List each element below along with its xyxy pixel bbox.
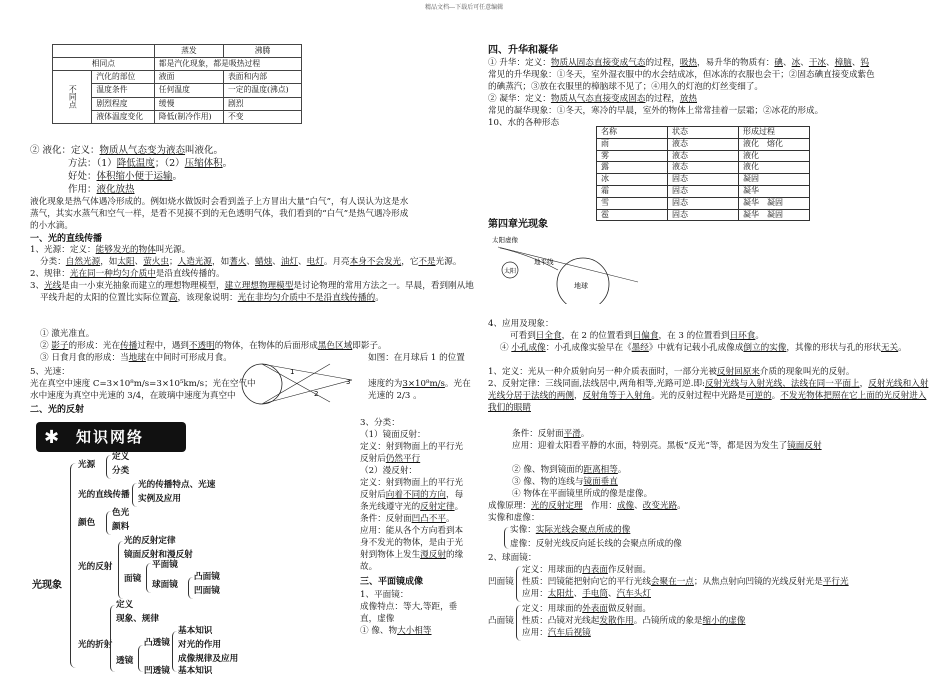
liquefy-line-3: 好处：体积缩小便于运输。 — [68, 171, 183, 182]
section-title-mirror: 三、平面镜成像 — [360, 577, 424, 587]
mid-line: 成像特点：等大,等距，垂 — [360, 602, 458, 612]
table-cell: 凝华 凝固 — [739, 197, 810, 209]
tree-leaf: 实例及应用 — [138, 494, 181, 504]
application-laser: ① 激光准直。 — [40, 329, 95, 339]
spherical-mirror-title: 2、球面镜： — [488, 553, 537, 563]
tree-brace — [138, 645, 143, 672]
table-cell: 剧烈程度 — [92, 97, 154, 110]
tree-leaf: 光的反射定律 — [124, 536, 176, 546]
mid-line: 反射后仍然平行 — [360, 454, 421, 464]
knowledge-banner — [36, 422, 186, 452]
tree-brace — [110, 605, 115, 672]
mid-line: 反射后向着不同的方向，每 — [360, 490, 464, 500]
table-cell: 表面和内部 — [224, 71, 302, 84]
table-cell: 雹 — [597, 209, 668, 221]
table-cell: 汽化的部位 — [92, 71, 154, 84]
table-cell: 降低(制冷作用) — [154, 110, 223, 123]
table-cell: 液化 — [739, 150, 810, 162]
real-image-line: 实像：实际光线会聚点所成的像 — [510, 525, 631, 535]
light-ray-line: 3、光线是由一小束光抽象而建立的理想物理模型，建立理想物理模型是讨论物理的常用方法之一。早晨，看到刚从地 — [30, 281, 474, 291]
eclipse-diagram — [240, 362, 360, 406]
tree-leaf: 凹透镜 — [144, 666, 170, 676]
table-header-cell: 状态 — [668, 127, 739, 139]
paragraph-line: 蒸气，其实水蒸气和空气一样，是看不见摸不到的无色透明气体，我们看到的“白气”是热气遇冷形成 — [30, 209, 409, 219]
convex-property: 性质：凸镜对光线起发散作用。凸镜所成的象是缩小的虚像 — [522, 616, 746, 626]
diagram-label: 太阳虚像 — [492, 236, 518, 244]
tree-leaf: 凸面镜 — [194, 572, 220, 582]
mid-line: （1）镜面反射： — [360, 430, 426, 440]
mid-line: 射到物体上发生漫反射的缘 — [360, 550, 464, 560]
specular-application: 应用：迎着太阳看平静的水面，特别亮。黑板“反光”等，都是因为发生了镜面反射 — [512, 441, 822, 451]
paragraph-line: 的小水滴。 — [30, 221, 73, 231]
tree-brace — [70, 463, 77, 668]
reflection-law-2: 光线分居于法线的两侧，反射角等于入射角。光的反射过程中光路是可逆的。不发光物体把照在它上面的光反射进入 — [488, 391, 927, 401]
mid-line: 定义：射到物面上的平行光 — [360, 442, 464, 452]
tree-leaf: 分类 — [112, 466, 130, 476]
tree-leaf: 平面镜 — [152, 560, 178, 570]
table-header-cell: 名称 — [597, 127, 668, 139]
tree-leaf: 基本知识 — [178, 626, 213, 636]
table-cell: 冰 — [597, 174, 668, 186]
table-cell: 任何温度 — [154, 84, 223, 97]
tree-brace — [106, 455, 111, 479]
tree-leaf: 透镜 — [116, 656, 134, 666]
tree-brace — [106, 511, 111, 535]
real-virtual-title: 实像和虚像： — [488, 513, 540, 523]
light-source-line: 1、光源：定义：能够发光的物体叫光源。 — [30, 245, 191, 255]
speed-title: 5、光速： — [30, 367, 70, 377]
sublimation-line: ① 升华：定义：物质从固态直接变成气态的过程，吸热，易升华的物质有：碘、冰、干冰、樟脑、钨 — [488, 58, 870, 68]
reflection-definition: 1、定义：光从一种介质射向另一种介质表面时，一部分光被反射回原来介质的现象叫光的反射。 — [488, 367, 855, 377]
light-source-classes: 分类：自然光源，如太阳、萤火虫；人造光源，如蓍火、蜡烛、油灯、电灯。月亮本身不会发光，它不是光源。 — [40, 257, 462, 267]
tree-brace — [118, 541, 123, 599]
table-cell: 不同点 — [53, 71, 92, 124]
speed-line-2: 水中速度为真空中光速的 3/4，在玻璃中速度为真空中 — [30, 391, 236, 401]
specular-condition: 条件：反射面平滑。 — [512, 429, 590, 439]
section-title-straight: 一、光的直线传播 — [30, 234, 103, 244]
tree-brace — [188, 577, 193, 599]
tree-leaf: 基本知识 — [178, 666, 213, 676]
convex-def: 定义：用球面的外表面做反射面。 — [522, 604, 651, 614]
diagram-label: 太阳 — [504, 268, 517, 275]
tree-brace — [172, 631, 177, 672]
eclipse-line: 可看到日全食，在 2 的位置看到日偏食，在 3 的位置看到日环食。 — [510, 331, 764, 341]
table-header-cell — [53, 45, 155, 58]
tree-node: 光的折射 — [78, 640, 113, 650]
knowledge-tree — [30, 452, 350, 676]
mid-line: 定义：射到物面上的平行光 — [360, 478, 464, 488]
table-cell: 凝华 凝固 — [739, 209, 810, 221]
mid-line: 身不发光的物体，是由于光 — [360, 538, 464, 548]
refraction-sun-diagram — [488, 232, 648, 304]
liquefy-line-4: 作用：液化放热 — [68, 184, 135, 195]
diagram-label: 2 — [314, 390, 319, 398]
concave-property: 性质：凹镜能把射向它的平行光线会聚在一点；从焦点射向凹镜的光线反射光是平行光 — [522, 577, 849, 587]
brace — [504, 527, 509, 549]
reflection-law: 2、反射定律：三线同面,法线居中,两角相等,光路可逆.即:反射光线与入射光线、法线在同一平面上，反射光线和入射 — [488, 379, 929, 389]
light-ray-line-2: 平线升起的太阳的位置比实际位置高，该现象说明：光在非均匀介质中不是沿直线传播的。 — [40, 293, 384, 303]
brace — [516, 605, 521, 641]
tree-node: 光源 — [78, 460, 96, 470]
mid-line: 直，虚像 — [360, 614, 395, 624]
sublimation-line: 的碘蒸汽；③放在衣服里的樟脑球不见了；④用久的灯泡的灯丝变细了。 — [488, 82, 764, 92]
tree-leaf: 光的传播特点、光速 — [138, 480, 216, 490]
mid-line: （2）漫反射： — [360, 466, 418, 476]
table-cell: 缓慢 — [154, 97, 223, 110]
mirror-property: ③ 像、物的连线与镜面垂直 — [512, 477, 618, 487]
tree-brace — [146, 563, 151, 593]
table-cell: 不变 — [224, 110, 302, 123]
table-cell: 液体温度变化 — [92, 110, 154, 123]
reflection-law-3: 我们的眼睛 — [488, 403, 531, 413]
tree-leaf: 镜面反射和漫反射 — [124, 550, 193, 560]
sublimation-line: 常见的升华现象：①冬天，室外湿衣服中的水会结成冰，但冰冻的衣服也会干；②固态碘直接变成紫色 — [488, 70, 875, 80]
mid-line: 条件：反射面凹凸不平。 — [360, 514, 455, 524]
table-header-cell: 形成过程 — [739, 127, 810, 139]
diagram-label: 地球 — [574, 282, 588, 290]
tree-node: 光的直线传播 — [78, 490, 130, 500]
water-forms-table — [596, 126, 810, 221]
tree-leaf: 对光的作用 — [178, 640, 221, 650]
eclipse-figure-note: 如图：在月球后 1 的位置 — [368, 353, 465, 363]
table-header-cell: 蒸发 — [154, 45, 223, 58]
tree-brace — [132, 483, 137, 507]
evaporation-boiling-table — [52, 44, 302, 124]
mid-line: 故。 — [360, 562, 378, 572]
speed-line-4: 光速的 2/3 。 — [368, 391, 422, 401]
convex-label: 凸面镜 — [488, 616, 514, 626]
application-shadow: ② 影子的形成：光在传播过程中，遇到不透明的物体，在物体的后面形成黑色区域即影子。 — [40, 341, 387, 351]
pinhole-line: ④ 小孔成像：小孔成像实验早在《墨经》中就有记载小孔成像成倒立的实像，其像的形状与孔的形状无关。 — [500, 343, 907, 353]
concave-def: 定义：用球面的内表面作反射面。 — [522, 565, 651, 575]
paragraph-line: 液化现象是热气体遇冷形成的。例如烧水做饭时会看到盖子上方冒出大量“白气”，有人误认为这是水 — [30, 197, 409, 207]
mirror-property: ④ 物体在平面镜里所成的像是虚像。 — [512, 489, 653, 499]
crab-icon: ✱ — [44, 427, 60, 448]
table-cell: 固态 — [668, 209, 739, 221]
mid-line: 1、平面镜： — [360, 590, 409, 600]
chapter-title: 第四章光现象 — [488, 219, 548, 230]
application-eclipse: ③ 日食月食的形成：当地球在中间时可形成月食。 — [40, 353, 232, 363]
virtual-image-line: 虚像：反射光线反向延长线的会聚点所成的像 — [510, 539, 682, 549]
earth-circle — [557, 258, 609, 304]
knowledge-title: 知识网络 — [76, 428, 145, 446]
speed-line-1: 光在真空中速度 C=3×10⁸m/s=3×10⁵km/s；光在空气中 — [30, 379, 256, 389]
table-cell: 雨 — [597, 138, 668, 150]
table-cell: 温度条件 — [92, 84, 154, 97]
water-forms-title: 10、水的各种形态 — [488, 118, 560, 128]
table-cell: 固态 — [668, 197, 739, 209]
diagram-label: 3 — [346, 378, 351, 386]
liquefy-line-1: ② 液化：定义：物质从气态变为液态叫液化。 — [30, 145, 224, 156]
application-title: 4、应用及现象： — [488, 319, 554, 329]
table-cell: 液面 — [154, 71, 223, 84]
table-cell: 霜 — [597, 185, 668, 197]
table-cell: 固态 — [668, 185, 739, 197]
diagram-label: 1 — [290, 368, 295, 376]
tree-leaf: 球面镜 — [152, 580, 178, 590]
mirror-property: ② 像、物到镜面的距离相等。 — [512, 465, 627, 475]
brace — [516, 566, 521, 602]
mid-line: 3、分类： — [360, 418, 400, 428]
table-cell: 凝华 — [739, 185, 810, 197]
convex-application: 应用：汽车后视镜 — [522, 628, 591, 638]
desublimation-line: 常见的凝华现象：①冬天，寒冷的早晨，室外的物体上常常挂着一层霜；②冰花的形成。 — [488, 106, 824, 116]
table-cell: 液化 熔化 — [739, 138, 810, 150]
table-cell: 一定的温度(沸点) — [224, 84, 302, 97]
mid-line: ① 像、物大小相等 — [360, 626, 432, 636]
tree-leaf: 凸透镜 — [144, 638, 170, 648]
liquefy-line-2: 方法：（1）降低温度；（2）压缩体积。 — [68, 158, 233, 169]
table-cell: 露 — [597, 162, 668, 174]
mid-line: 应用：能从各个方向看到本 — [360, 526, 464, 536]
section-title-reflection: 二、光的反射 — [30, 405, 85, 415]
table-cell: 相同点 — [53, 58, 155, 71]
table-cell: 剧烈 — [224, 97, 302, 110]
tree-leaf: 面镜 — [124, 574, 142, 584]
page-header-note: 精品文档---下载后可任意编辑 — [425, 4, 504, 11]
tree-leaf: 成像规律及应用 — [178, 654, 239, 664]
tree-leaf: 颜料 — [112, 522, 130, 532]
imaging-principle: 成像原理：光的反射定理 作用：成像、改变光路。 — [488, 501, 686, 511]
speed-line-3: 速度约为3×10⁸m/s。光在 — [368, 379, 471, 389]
horizon-line — [498, 247, 638, 282]
table-header-cell: 沸腾 — [224, 45, 302, 58]
table-cell: 液化 — [739, 162, 810, 174]
table-cell: 固态 — [668, 174, 739, 186]
table-cell: 液态 — [668, 162, 739, 174]
section-title-sublimation: 四、升华和凝华 — [488, 45, 558, 56]
table-cell: 都是汽化现象，都是吸热过程 — [154, 58, 301, 71]
tree-leaf: 定义 — [116, 600, 134, 610]
table-cell: 雪 — [597, 197, 668, 209]
table-cell: 液态 — [668, 150, 739, 162]
concave-application: 应用：太阳灶、手电筒、汽车头灯 — [522, 589, 651, 599]
table-cell: 凝固 — [739, 174, 810, 186]
concave-label: 凹面镜 — [488, 577, 514, 587]
tree-node: 光的反射 — [78, 562, 113, 572]
ray-line — [262, 380, 352, 404]
tree-leaf: 色光 — [112, 508, 130, 518]
rule-line: 2、规律：光在同一种均匀介质中是沿直线传播的。 — [30, 269, 225, 279]
mid-line: 条光线遵守光的反射定律。 — [360, 502, 464, 512]
table-cell: 液态 — [668, 138, 739, 150]
tree-leaf: 定义 — [112, 452, 130, 462]
table-cell: 雾 — [597, 150, 668, 162]
tree-node: 颜色 — [78, 518, 96, 528]
tree-leaf: 现象、规律 — [116, 614, 159, 624]
diagram-label: 地平线 — [534, 258, 554, 266]
desublimation-line: ② 凝华：定义：物质从气态直接变成固态的过程，放热 — [488, 94, 698, 104]
tree-leaf: 凹面镜 — [194, 586, 220, 596]
tree-root: 光现象 — [32, 580, 62, 591]
